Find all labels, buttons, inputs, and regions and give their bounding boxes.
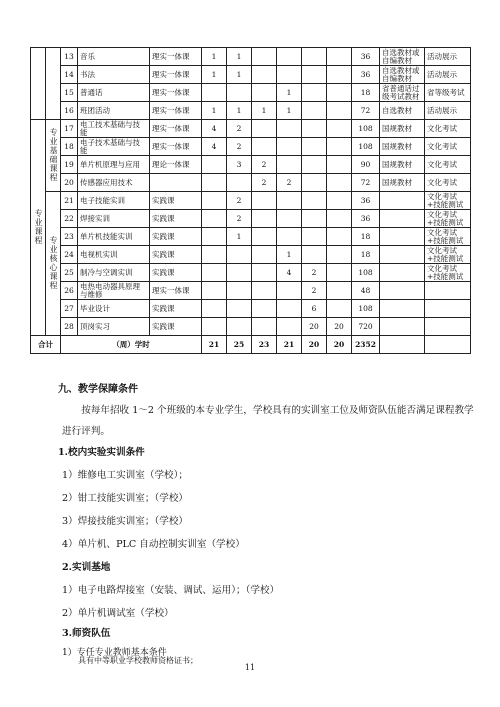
term-hours-6 — [327, 246, 352, 264]
term-hours-2 — [227, 246, 252, 264]
group-core-cell — [46, 192, 61, 336]
term-hours-4 — [277, 120, 302, 138]
subsection-1-title: 1.校内实验实训条件 — [58, 447, 145, 458]
course-type: 理实一体课 — [150, 66, 202, 84]
term-hours-3 — [252, 48, 277, 66]
term-hours-3 — [252, 210, 277, 228]
term-hours-5 — [302, 138, 327, 156]
term-hours-3 — [252, 300, 277, 318]
term-hours-2: 1 — [227, 102, 252, 120]
row-number: 26 — [61, 282, 78, 300]
total-week-label: （周）学时 — [61, 336, 202, 354]
term-hours-4 — [277, 66, 302, 84]
term-hours-4 — [277, 48, 302, 66]
term-hours-1 — [202, 210, 227, 228]
textbook: 国规教材 — [380, 120, 425, 138]
term-hours-2 — [227, 264, 252, 282]
term-hours-5 — [302, 246, 327, 264]
term-hours-5 — [302, 84, 327, 102]
course-type: 实践课 — [150, 192, 202, 210]
textbook — [380, 210, 425, 228]
course-type: 理实一体课 — [150, 84, 202, 102]
row-number: 15 — [61, 84, 78, 102]
term-hours-5 — [302, 228, 327, 246]
term-hours-3 — [252, 228, 277, 246]
assessment: 文化考试+技能测试 — [425, 228, 471, 246]
term-hours-2 — [227, 174, 252, 192]
term-hours-6 — [327, 138, 352, 156]
s1-item-3: 3）焊接技能实训室；（学校） — [62, 516, 189, 527]
term-hours-4 — [277, 210, 302, 228]
row-number: 21 — [61, 192, 78, 210]
table-row — [31, 120, 471, 138]
row-number: 28 — [61, 318, 78, 336]
term-hours-6 — [327, 48, 352, 66]
term-hours-1 — [202, 192, 227, 210]
blank-subgroup-cell — [46, 48, 61, 120]
term-hours-2 — [227, 300, 252, 318]
total-hours: 720 — [352, 318, 380, 336]
assessment — [425, 282, 471, 300]
textbook: 自选教材 — [380, 102, 425, 120]
course-type: 理实一体课 — [150, 138, 202, 156]
course-type: 实践课 — [150, 264, 202, 282]
term-hours-2: 1 — [227, 66, 252, 84]
course-name: 普通话 — [78, 84, 150, 102]
subsection-3-title: 3.师资队伍 — [62, 628, 111, 639]
term-hours-5: 2 — [302, 264, 327, 282]
term-hours-3 — [252, 120, 277, 138]
course-name: 毕业设计 — [78, 300, 150, 318]
term-hours-3: 1 — [252, 102, 277, 120]
group-outer-label: 专业课程 — [34, 208, 43, 245]
total-term-4: 21 — [277, 336, 302, 354]
total-term-5: 20 — [302, 336, 327, 354]
total-term-1: 21 — [202, 336, 227, 354]
table-row — [31, 66, 471, 84]
course-name: 制冷与空调实训 — [78, 264, 150, 282]
term-hours-5 — [302, 48, 327, 66]
s2-item-1: 1）电子电路焊接室（安装、调试、运用）；（学校） — [62, 585, 280, 596]
term-hours-6 — [327, 66, 352, 84]
term-hours-4 — [277, 228, 302, 246]
assessment: 文化考试 — [425, 174, 471, 192]
course-name: 单片机技能实训 — [78, 228, 150, 246]
row-number: 17 — [61, 120, 78, 138]
assessment: 文化考试 — [425, 138, 471, 156]
term-hours-5: 2 — [302, 282, 327, 300]
textbook — [380, 264, 425, 282]
course-name: 电工技术基础与技能 — [78, 120, 150, 138]
term-hours-2: 1 — [227, 48, 252, 66]
course-type: 实践课 — [150, 246, 202, 264]
row-number: 14 — [61, 66, 78, 84]
row-number: 22 — [61, 210, 78, 228]
total-hours: 108 — [352, 264, 380, 282]
assessment: 活动展示 — [425, 102, 471, 120]
table-row — [31, 174, 471, 192]
table-row — [31, 156, 471, 174]
term-hours-1: 1 — [202, 66, 227, 84]
total-hours: 36 — [352, 48, 380, 66]
term-hours-4: 4 — [277, 264, 302, 282]
term-hours-3 — [252, 84, 277, 102]
term-hours-3 — [252, 66, 277, 84]
term-hours-6 — [327, 192, 352, 210]
total-hours: 108 — [352, 300, 380, 318]
course-name: 焊接实训 — [78, 210, 150, 228]
assessment: 文化考试+技能测试 — [425, 264, 471, 282]
curriculum-table — [30, 47, 471, 354]
total-hours: 36 — [352, 210, 380, 228]
s1-item-2: 2）钳工技能实训室；（学校） — [62, 493, 189, 504]
total-hours: 36 — [352, 66, 380, 84]
total-hours: 36 — [352, 192, 380, 210]
row-number: 20 — [61, 174, 78, 192]
table-row — [31, 228, 471, 246]
table-row — [31, 192, 471, 210]
section-9-title: 九、教学保障条件 — [58, 384, 138, 395]
page-number: 11 — [244, 663, 256, 672]
row-number: 13 — [61, 48, 78, 66]
textbook — [380, 192, 425, 210]
textbook: 省普通话过级考试教材 — [380, 84, 425, 102]
assessment: 文化考试+技能测试 — [425, 246, 471, 264]
row-number: 27 — [61, 300, 78, 318]
total-sum: 2352 — [352, 336, 380, 354]
term-hours-6 — [327, 210, 352, 228]
total-hours: 108 — [352, 138, 380, 156]
course-name: 电子技能实训 — [78, 192, 150, 210]
course-name: 单片机原理与应用 — [78, 156, 150, 174]
total-term-3: 23 — [252, 336, 277, 354]
term-hours-1: 1 — [202, 48, 227, 66]
assessment: 省等级考试 — [425, 84, 471, 102]
term-hours-6 — [327, 282, 352, 300]
table-row — [31, 48, 471, 66]
total-term-6: 20 — [327, 336, 352, 354]
term-hours-1 — [202, 318, 227, 336]
total-term-2: 25 — [227, 336, 252, 354]
term-hours-6: 20 — [327, 318, 352, 336]
term-hours-4 — [277, 192, 302, 210]
assessment: 文化考试 — [425, 120, 471, 138]
term-hours-4: 2 — [277, 174, 302, 192]
table-row — [31, 84, 471, 102]
course-type: 理实一体课 — [150, 282, 202, 300]
term-hours-4 — [277, 138, 302, 156]
total-hours: 18 — [352, 246, 380, 264]
textbook — [380, 246, 425, 264]
term-hours-3 — [252, 138, 277, 156]
course-type: 理论一体课 — [150, 156, 202, 174]
term-hours-5 — [302, 174, 327, 192]
total-hours: 18 — [352, 228, 380, 246]
term-hours-1: 4 — [202, 120, 227, 138]
total-hours: 18 — [352, 84, 380, 102]
assessment: 文化考试 — [425, 156, 471, 174]
term-hours-2 — [227, 282, 252, 300]
term-hours-4 — [277, 156, 302, 174]
assessment: 活动展示 — [425, 66, 471, 84]
term-hours-5 — [302, 192, 327, 210]
table-row — [31, 246, 471, 264]
term-hours-6 — [327, 228, 352, 246]
term-hours-6 — [327, 264, 352, 282]
term-hours-2: 1 — [227, 228, 252, 246]
term-hours-6 — [327, 102, 352, 120]
table-row — [31, 282, 471, 300]
subsection-2-title: 2.实训基地 — [62, 562, 111, 573]
term-hours-4: 1 — [277, 84, 302, 102]
group-core-label: 专业核心课程 — [49, 235, 58, 290]
term-hours-6 — [327, 120, 352, 138]
assessment: 文化考试+技能测试 — [425, 192, 471, 210]
section-9-intro: 按每年招收 1～2 个班级的本专业学生，学校具有的实训室工位及师资队伍能否满足课程教学进行评判。 — [62, 405, 474, 437]
term-hours-5: 20 — [302, 318, 327, 336]
term-hours-3: 2 — [252, 156, 277, 174]
total-blank-1 — [380, 336, 425, 354]
textbook — [380, 318, 425, 336]
term-hours-4 — [277, 318, 302, 336]
total-label: 合计 — [31, 336, 61, 354]
row-number: 18 — [61, 138, 78, 156]
textbook — [380, 282, 425, 300]
row-number: 23 — [61, 228, 78, 246]
s2-item-2: 2）单片机调试室（学校） — [62, 608, 174, 619]
table-row — [31, 300, 471, 318]
table-row — [31, 138, 471, 156]
table-row — [31, 210, 471, 228]
textbook — [380, 300, 425, 318]
term-hours-4: 1 — [277, 246, 302, 264]
textbook: 自选教材或自编教材 — [380, 48, 425, 66]
s1-item-4: 4）单片机、PLC 自动控制实训室（学校） — [62, 539, 245, 550]
term-hours-2: 2 — [227, 210, 252, 228]
term-hours-1 — [202, 300, 227, 318]
term-hours-1 — [202, 246, 227, 264]
blank-group-cell — [31, 48, 46, 120]
term-hours-3 — [252, 192, 277, 210]
term-hours-1 — [202, 84, 227, 102]
total-hours: 48 — [352, 282, 380, 300]
assessment — [425, 300, 471, 318]
assessment: 活动展示 — [425, 48, 471, 66]
term-hours-6 — [327, 84, 352, 102]
term-hours-1 — [202, 264, 227, 282]
row-number: 24 — [61, 246, 78, 264]
term-hours-3 — [252, 264, 277, 282]
textbook — [380, 228, 425, 246]
course-type: 实践课 — [150, 300, 202, 318]
course-name: 电子技术基础与技能 — [78, 138, 150, 156]
term-hours-4 — [277, 300, 302, 318]
term-hours-1 — [202, 282, 227, 300]
row-number: 25 — [61, 264, 78, 282]
term-hours-2: 2 — [227, 192, 252, 210]
textbook: 国规教材 — [380, 156, 425, 174]
course-name: 顶岗实习 — [78, 318, 150, 336]
term-hours-4 — [277, 282, 302, 300]
term-hours-3: 2 — [252, 174, 277, 192]
term-hours-4: 1 — [277, 102, 302, 120]
s3-item-1: 1）专任专业教师基本条件 — [62, 648, 167, 658]
course-name: 音乐 — [78, 48, 150, 66]
term-hours-1: 1 — [202, 102, 227, 120]
textbook: 国规教材 — [380, 174, 425, 192]
course-type: 实践课 — [150, 228, 202, 246]
total-hours: 72 — [352, 102, 380, 120]
term-hours-3 — [252, 318, 277, 336]
term-hours-1 — [202, 174, 227, 192]
term-hours-1: 4 — [202, 138, 227, 156]
course-name: 班团活动 — [78, 102, 150, 120]
term-hours-5: 6 — [302, 300, 327, 318]
term-hours-5 — [302, 156, 327, 174]
total-blank-2 — [425, 336, 471, 354]
s3-item-2: 具有中等职业学校教师资格证书； — [78, 656, 198, 665]
course-type: 理实一体课 — [150, 48, 202, 66]
term-hours-1 — [202, 156, 227, 174]
total-hours: 108 — [352, 120, 380, 138]
term-hours-3 — [252, 246, 277, 264]
table-row — [31, 318, 471, 336]
term-hours-2: 2 — [227, 138, 252, 156]
assessment — [425, 318, 471, 336]
term-hours-6 — [327, 156, 352, 174]
textbook: 自选教材或自编教材 — [380, 66, 425, 84]
course-type: 实践课 — [150, 318, 202, 336]
course-name: 传感器应用技术 — [78, 174, 150, 192]
s1-item-1: 1）维修电工实训室（学校）； — [62, 470, 189, 481]
row-number: 16 — [61, 102, 78, 120]
course-type — [150, 174, 202, 192]
total-hours: 90 — [352, 156, 380, 174]
course-type: 理实一体课 — [150, 102, 202, 120]
table-row — [31, 102, 471, 120]
term-hours-1 — [202, 228, 227, 246]
term-hours-5 — [302, 102, 327, 120]
term-hours-2: 2 — [227, 120, 252, 138]
term-hours-2: 3 — [227, 156, 252, 174]
group-basic-cell — [46, 120, 61, 192]
course-name: 书法 — [78, 66, 150, 84]
assessment: 文化考试+技能测试 — [425, 210, 471, 228]
term-hours-6 — [327, 174, 352, 192]
course-type: 实践课 — [150, 210, 202, 228]
table-row — [31, 264, 471, 282]
term-hours-3 — [252, 282, 277, 300]
group-outer-cell — [31, 120, 46, 336]
group-basic-label: 专业基础课程 — [49, 127, 58, 182]
term-hours-2 — [227, 84, 252, 102]
course-name: 电热电动器具原理与维修 — [78, 282, 150, 300]
term-hours-6 — [327, 300, 352, 318]
row-number: 19 — [61, 156, 78, 174]
term-hours-5 — [302, 210, 327, 228]
term-hours-2 — [227, 318, 252, 336]
total-row — [31, 336, 471, 354]
term-hours-5 — [302, 120, 327, 138]
total-hours: 72 — [352, 174, 380, 192]
course-name: 电视机实训 — [78, 246, 150, 264]
textbook: 国规教材 — [380, 138, 425, 156]
term-hours-5 — [302, 66, 327, 84]
course-type: 理实一体课 — [150, 120, 202, 138]
